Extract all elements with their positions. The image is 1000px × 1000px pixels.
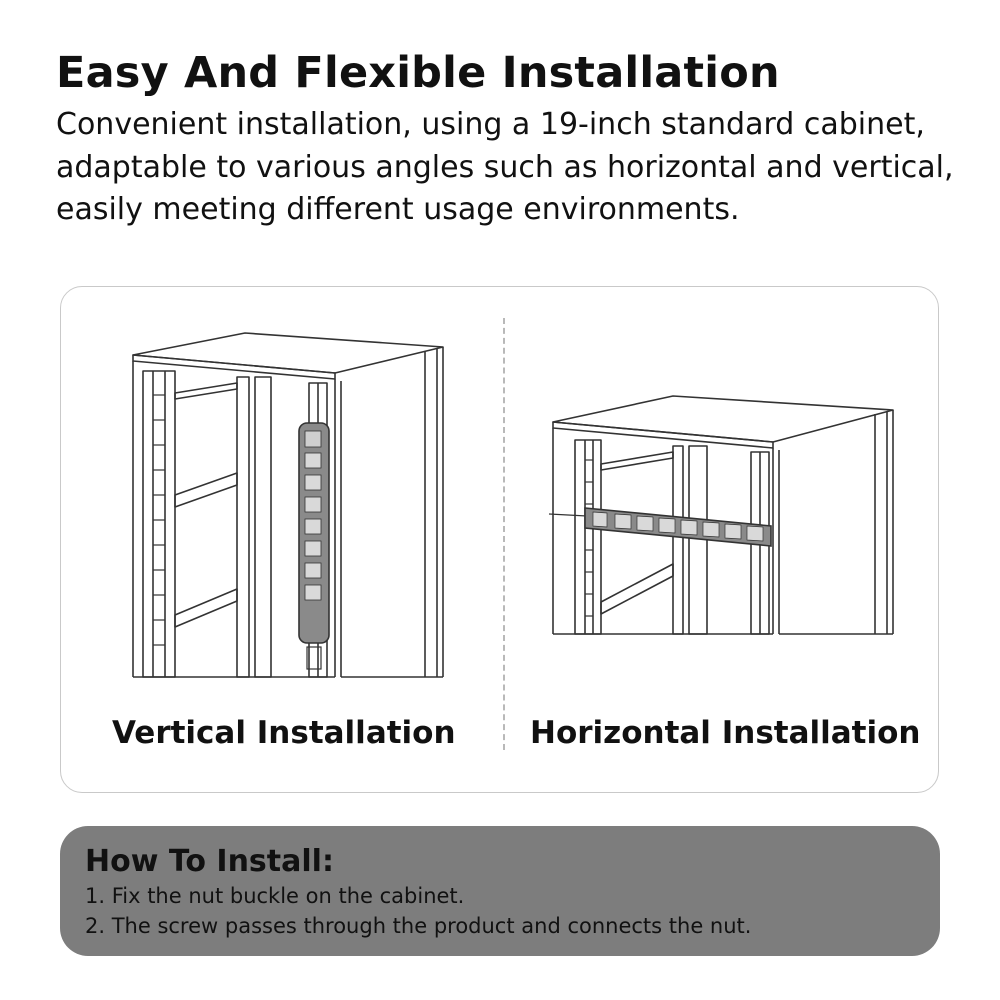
- how-to-install-box: [60, 826, 940, 956]
- page-title: Easy And Flexible Installation: [56, 48, 780, 98]
- install-step-2: 2. The screw passes through the product and connects the nut.: [85, 914, 752, 938]
- horizontal-installation-label: Horizontal Installation: [530, 715, 921, 751]
- install-step-1: 1. Fix the nut buckle on the cabinet.: [85, 884, 465, 908]
- page-description: Convenient installation, using a 19-inch standard cabinet, adaptable to various angles such as horizontal and vertical, easily meeting different usage environments.: [56, 107, 954, 227]
- how-to-install-title: How To Install:: [85, 844, 334, 879]
- panel-divider: [503, 318, 505, 750]
- vertical-installation-label: Vertical Installation: [112, 715, 456, 751]
- cabinet-horizontal-pdu-illustration: [545, 390, 900, 640]
- cabinet-vertical-pdu-illustration: [125, 325, 455, 685]
